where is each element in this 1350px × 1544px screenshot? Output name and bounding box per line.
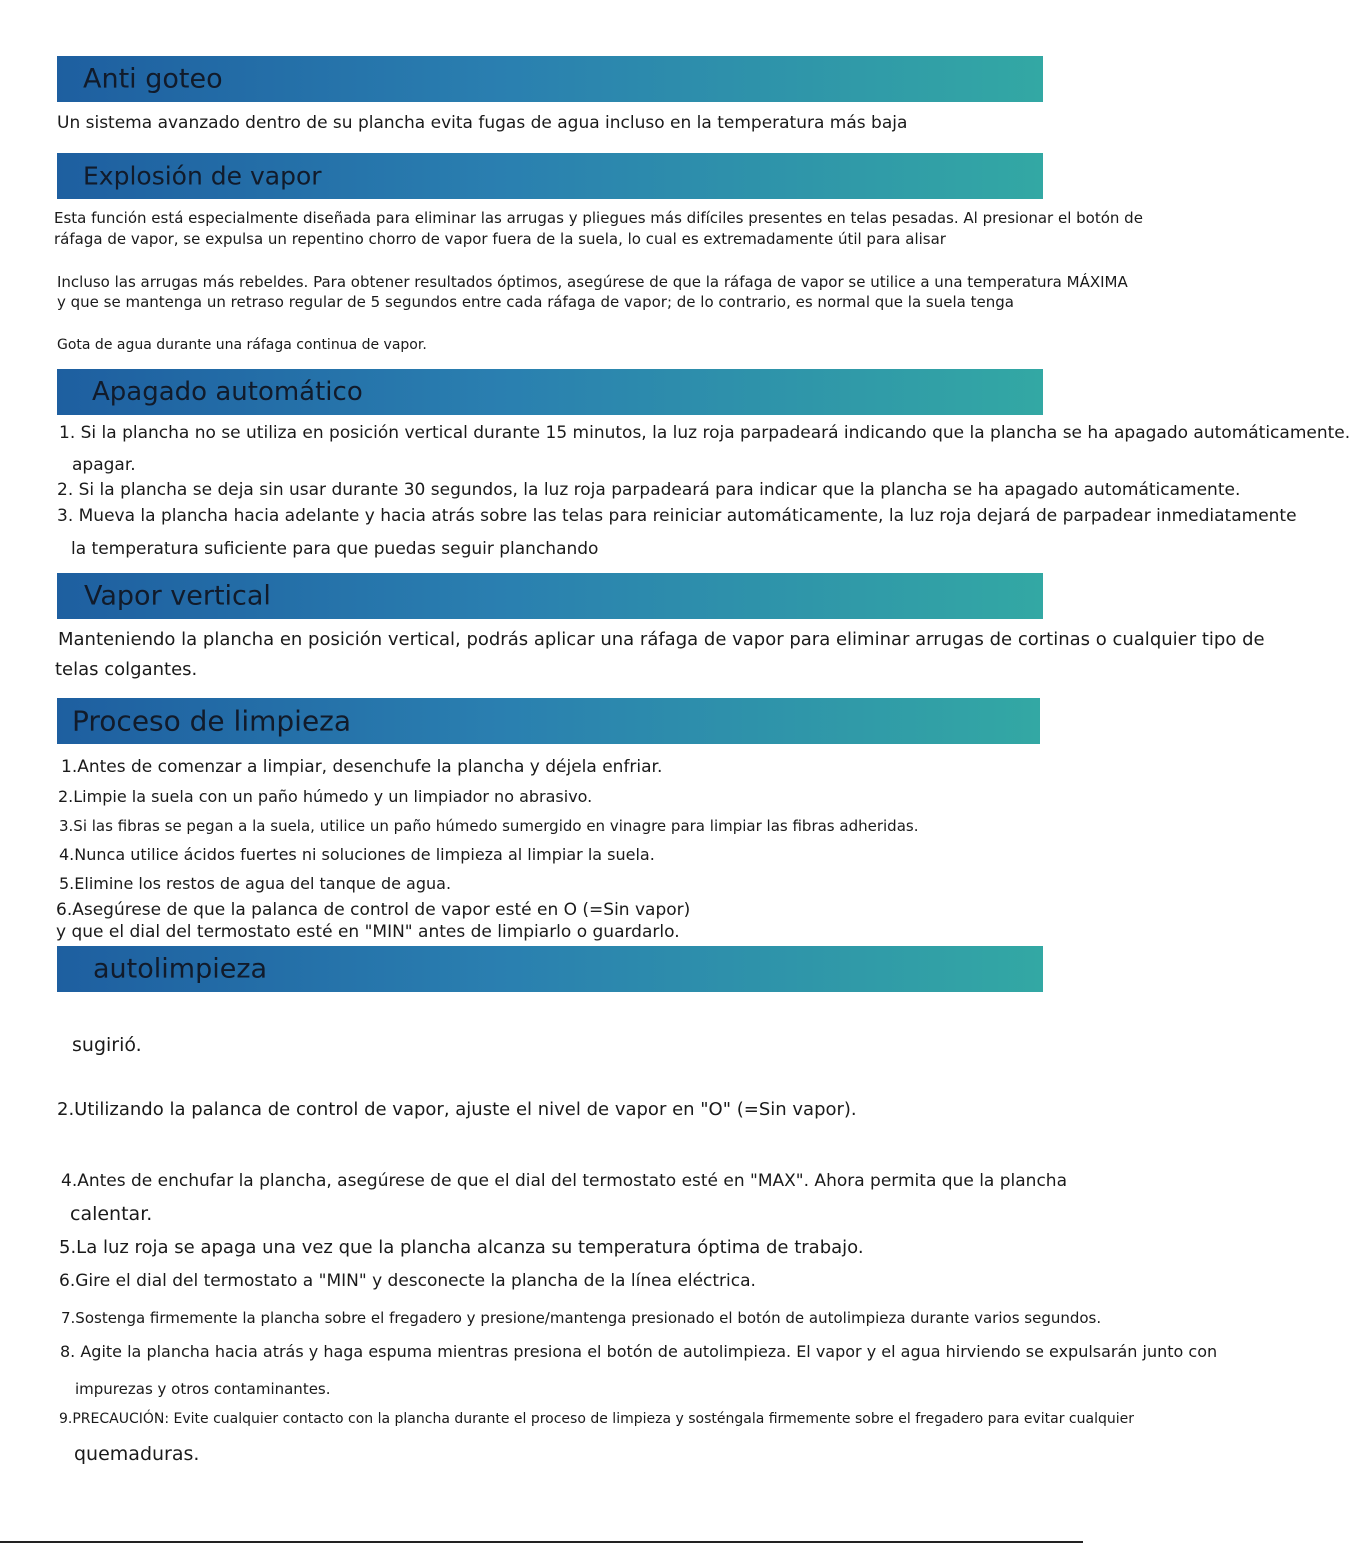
auto-item-8-line2: impurezas y otros contaminantes. [75, 1380, 331, 1398]
limpieza-item-6-line1: 6.Asegúrese de que la palanca de control de vapor esté en O (=Sin vapor) [56, 900, 691, 920]
limpieza-item-6-line2: y que el dial del termostato esté en "MIN" antes de limpiarlo o guardarlo. [56, 922, 680, 942]
limpieza-item-3: 3.Si las fibras se pegan a la suela, utilice un paño húmedo sumergido en vinagre para limpiar las fibras adheridas. [59, 817, 919, 835]
section-title: autolimpieza [93, 953, 268, 985]
bottom-divider [0, 1541, 1083, 1543]
limpieza-item-5: 5.Elimine los restos de agua del tanque de agua. [59, 874, 452, 893]
section-header-vapor-vertical [57, 573, 1043, 619]
apagado-item-1-line2: apagar. [72, 455, 136, 475]
apagado-item-3-line1: 3. Mueva la plancha hacia adelante y hacia atrás sobre las telas para reiniciar automáticamente, la luz roja dejará de parpadear inmediatamente [57, 506, 1297, 526]
explosion-p1-line1: Esta función está especialmente diseñada para eliminar las arrugas y pliegues más difíciles presentes en telas pesadas. Al presionar el botón de [54, 209, 1143, 227]
auto-item-1-tail: sugirió. [72, 1034, 142, 1056]
apagado-item-1-line1: 1. Si la plancha no se utiliza en posición vertical durante 15 minutos, la luz roja parpadeará indicando que la plancha se ha apagado automáticamente. [59, 423, 1350, 443]
apagado-item-3-line2: la temperatura suficiente para que puedas seguir planchando [71, 539, 599, 559]
explosion-p3: Gota de agua durante una ráfaga continua de vapor. [57, 337, 427, 353]
vertical-line1: Manteniendo la plancha en posición vertical, podrás aplicar una ráfaga de vapor para eliminar arrugas de cortinas o cualquier tipo de [58, 629, 1265, 650]
auto-item-8-line1: 8. Agite la plancha hacia atrás y haga espuma mientras presiona el botón de autolimpieza. El vapor y el agua hirviendo se expulsarán junto con [60, 1342, 1218, 1361]
section-header-anti-goteo [57, 56, 1043, 102]
section-title: Apagado automático [92, 377, 363, 407]
auto-item-9-line2: quemaduras. [74, 1443, 200, 1465]
apagado-item-2: 2. Si la plancha se deja sin usar durante 30 segundos, la luz roja parpadeará para indicar que la plancha se ha apagado automáticamente. [57, 480, 1241, 500]
auto-item-4-line1: 4.Antes de enchufar la plancha, asegúrese de que el dial del termostato esté en "MAX". Ahora permita que la plancha [61, 1171, 1067, 1191]
auto-item-7: 7.Sostenga firmemente la plancha sobre el fregadero y presione/mantenga presionado el botón de autolimpieza durante varios segundos. [61, 1309, 1102, 1327]
section-header-proceso-limpieza [57, 698, 1040, 744]
explosion-p2-line1: Incluso las arrugas más rebeldes. Para obtener resultados óptimos, asegúrese de que la ráfaga de vapor se utilice a una temperatura MÁXIMA [57, 273, 1128, 291]
auto-item-9-line1: 9.PRECAUCIÓN: Evite cualquier contacto con la plancha durante el proceso de limpieza y sosténgala firmemente sobre el fregadero para evitar cualquier [59, 1411, 1134, 1427]
section-header-explosion-vapor [57, 153, 1043, 199]
explosion-p2-line2: y que se mantenga un retraso regular de 5 segundos entre cada ráfaga de vapor; de lo contrario, es normal que la suela tenga [57, 293, 1014, 311]
section-header-apagado-automatico [57, 369, 1043, 415]
auto-item-6: 6.Gire el dial del termostato a "MIN" y desconecte la plancha de la línea eléctrica. [59, 1271, 756, 1291]
vertical-line2: telas colgantes. [55, 659, 198, 680]
section-title: Anti goteo [83, 63, 223, 95]
section-header-autolimpieza [57, 946, 1043, 992]
section-title: Proceso de limpieza [72, 704, 352, 738]
auto-item-2: 2.Utilizando la palanca de control de vapor, ajuste el nivel de vapor en "O" (=Sin vapor). [57, 1099, 857, 1120]
limpieza-item-4: 4.Nunca utilice ácidos fuertes ni soluciones de limpieza al limpiar la suela. [59, 845, 655, 864]
limpieza-item-1: 1.Antes de comenzar a limpiar, desenchufe la plancha y déjela enfriar. [61, 757, 663, 777]
auto-item-5: 5.La luz roja se apaga una vez que la plancha alcanza su temperatura óptima de trabajo. [59, 1237, 864, 1258]
auto-item-4-line2: calentar. [70, 1203, 153, 1225]
limpieza-item-2: 2.Limpie la suela con un paño húmedo y un limpiador no abrasivo. [58, 787, 593, 806]
explosion-p1-line2: ráfaga de vapor, se expulsa un repentino chorro de vapor fuera de la suela, lo cual es extremadamente útil para alisar [54, 230, 946, 248]
section-title: Vapor vertical [84, 580, 271, 612]
section-title: Explosión de vapor [83, 161, 322, 191]
anti-goteo-text: Un sistema avanzado dentro de su plancha evita fugas de agua incluso en la temperatura más baja [57, 113, 908, 133]
